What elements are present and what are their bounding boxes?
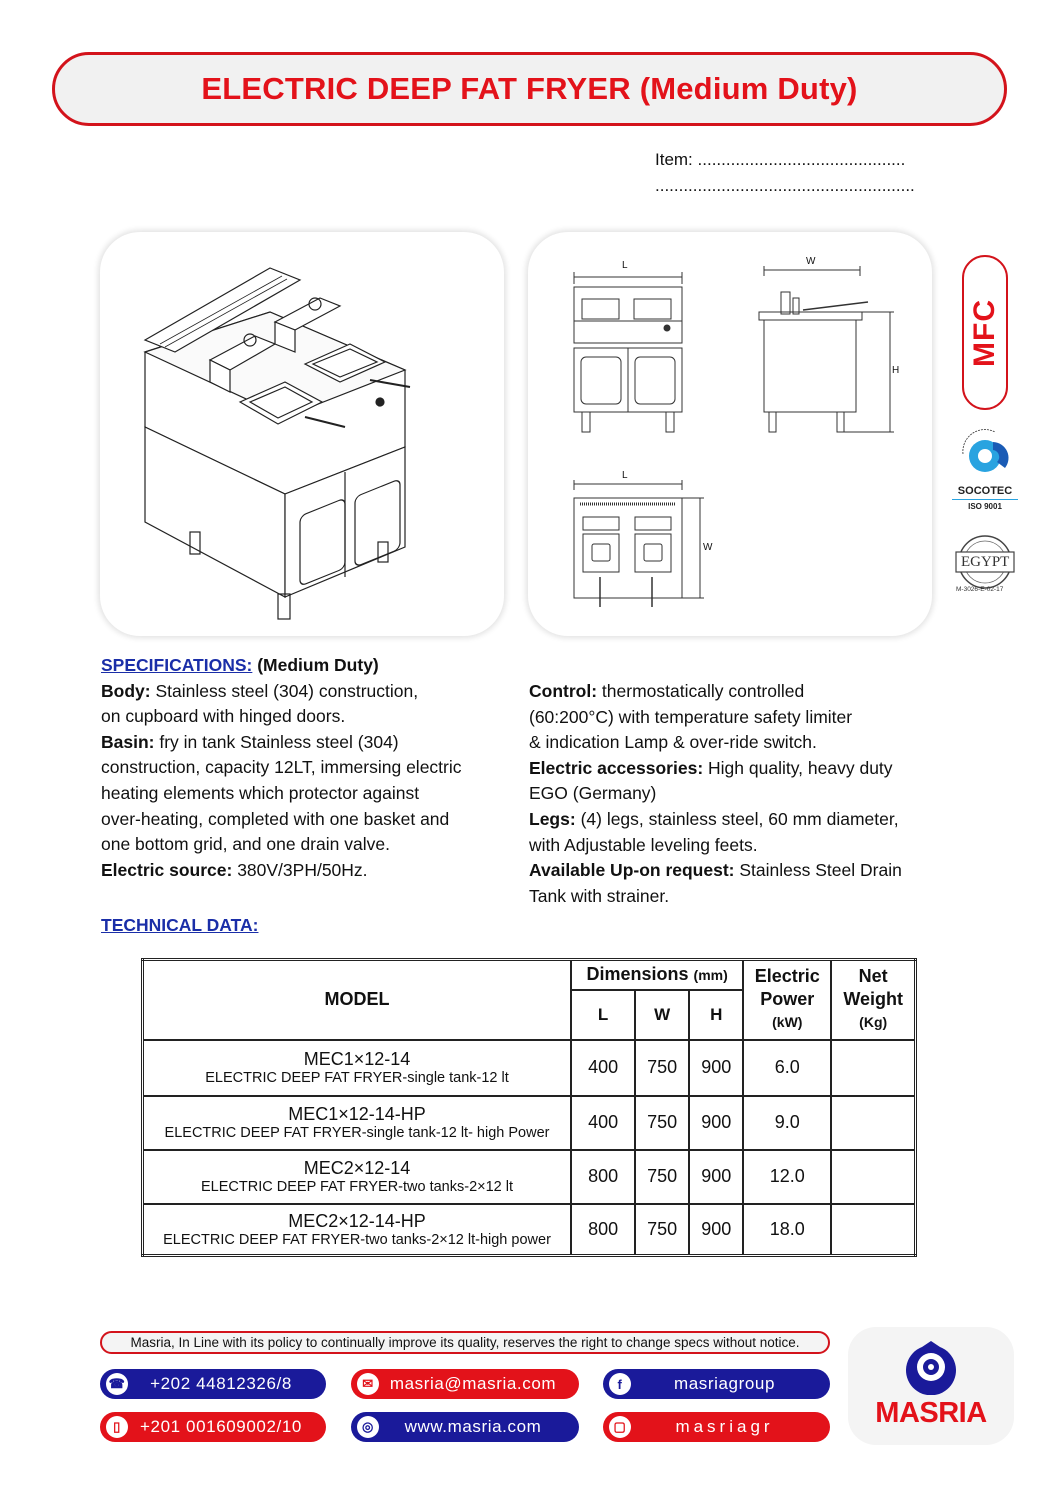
model-cell [143, 1096, 572, 1150]
model-description: ELECTRIC DEEP FAT FRYER-two tanks-2×12 lt [201, 1179, 514, 1195]
contact-phone[interactable] [100, 1369, 326, 1399]
spec-line [529, 756, 949, 782]
contact-text: masria@masria.com [389, 1374, 557, 1393]
cell-W: 750 [635, 1204, 689, 1256]
iso-label: ISO 9001 [968, 502, 1002, 511]
cell-L: 400 [571, 1096, 635, 1150]
model-description: ELECTRIC DEEP FAT FRYER-single tank-12 lt- high Power [164, 1125, 550, 1141]
socotec-logo-icon [955, 424, 1015, 480]
spec-text: over-heating, completed with one basket and [101, 808, 450, 829]
mfc-badge-text: MFC [968, 298, 1002, 367]
cell-H: 900 [689, 1040, 743, 1096]
cell-power: 6.0 [743, 1040, 831, 1096]
specifications-subtitle: (Medium Duty) [257, 655, 379, 675]
spec-line [101, 755, 521, 781]
spec-line [101, 858, 521, 884]
spec-text: (60:200°C) with temperature safety limiter [529, 706, 853, 727]
cell-W: 750 [635, 1150, 689, 1204]
egypt-label: EGYPT [961, 554, 1010, 570]
model-code: MEC1×12-14-HP [288, 1104, 426, 1124]
table-row [143, 1150, 916, 1204]
cell-H: 900 [689, 1096, 743, 1150]
spec-text: fry in tank Stainless steel (304) [159, 731, 399, 752]
spec-label: Legs: [529, 808, 576, 829]
spec-text: High quality, heavy duty [708, 757, 893, 778]
spec-text: with Adjustable leveling feets. [529, 834, 758, 855]
dim-label-L-top: L [622, 470, 628, 481]
phone-icon: ☎ [106, 1373, 128, 1395]
spec-line [101, 807, 521, 833]
item-field [655, 150, 905, 170]
weight-label-1: Net [858, 966, 888, 987]
col-header-H: H [689, 990, 743, 1040]
spec-text: on cupboard with hinged doors. [101, 706, 346, 727]
page-title: ELECTRIC DEEP FAT FRYER (Medium Duty) [201, 71, 858, 106]
contact-text: +201 001609002/10 [140, 1417, 302, 1436]
spec-line [101, 781, 521, 807]
spec-line [101, 832, 521, 858]
spec-line [529, 807, 949, 833]
spec-line [101, 704, 521, 730]
spec-line [529, 781, 949, 807]
fryer-isometric-drawing [100, 232, 504, 636]
spec-line [529, 679, 949, 705]
spec-line [529, 730, 949, 756]
globe-icon: ◎ [357, 1416, 379, 1438]
mfc-badge [962, 255, 1008, 410]
model-description: ELECTRIC DEEP FAT FRYER-single tank-12 lt [205, 1070, 509, 1086]
power-label-2: Power [760, 989, 815, 1010]
product-image-card [100, 232, 504, 636]
cell-L: 800 [571, 1204, 635, 1256]
dim-label-H-side: H [892, 365, 900, 376]
cell-power: 18.0 [743, 1204, 831, 1256]
spec-text: heating elements which protector against [101, 782, 420, 803]
technical-data-heading [101, 915, 258, 936]
spec-text: construction, capacity 12LT, immersing electric [101, 757, 462, 778]
table-row [143, 1096, 916, 1150]
masria-emblem-icon [902, 1337, 960, 1395]
spec-label: Basin: [101, 731, 155, 752]
dim-label-L-front: L [622, 260, 628, 271]
cell-power: 12.0 [743, 1150, 831, 1204]
spec-text: Stainless steel (304) construction, [155, 680, 419, 701]
spec-line [101, 730, 521, 756]
contact-text: www.masria.com [404, 1417, 542, 1436]
spec-line [529, 705, 949, 731]
model-cell [143, 1204, 572, 1256]
spec-label: Electric source: [101, 859, 233, 880]
col-header-model: MODEL [143, 960, 572, 1040]
masria-logo-card [848, 1327, 1014, 1445]
spec-text: (4) legs, stainless steel, 60 mm diameter, [580, 808, 899, 829]
egypt-badge [948, 530, 1022, 598]
dim-label-W-top: W [703, 542, 713, 553]
spec-text: one bottom grid, and one drain valve. [101, 834, 390, 855]
spec-line [529, 833, 949, 859]
weight-label-2: Weight [843, 989, 904, 1010]
spec-label: Body: [101, 680, 151, 701]
cell-weight [831, 1204, 915, 1256]
power-label-1: Electric [754, 966, 820, 987]
facebook-icon: f [609, 1373, 631, 1395]
contact-facebook[interactable] [603, 1369, 830, 1399]
item-label: Item: [655, 150, 693, 169]
item-dots-2: ....................................................... [655, 176, 915, 195]
technical-data-title: TECHNICAL DATA: [101, 915, 259, 935]
contact-globe[interactable] [351, 1412, 579, 1442]
specifications-left [101, 653, 521, 883]
spec-label: Available Up-on request: [529, 860, 735, 881]
dim-label-W-side: W [806, 256, 816, 267]
dimensions-label: Dimensions [586, 964, 689, 985]
model-description: ELECTRIC DEEP FAT FRYER-two tanks-2×12 lt-high power [163, 1231, 551, 1248]
cell-weight [831, 1150, 915, 1204]
mobile-icon: ▯ [106, 1416, 128, 1438]
specifications-title: SPECIFICATIONS: [101, 655, 253, 675]
specifications-right [529, 679, 949, 909]
model-cell [143, 1040, 572, 1096]
contact-text: +202 44812326/8 [150, 1374, 292, 1393]
spec-text: EGO (Germany) [529, 783, 657, 804]
technical-data-table [141, 958, 917, 1257]
spec-text: thermostatically controlled [601, 681, 805, 701]
cell-H: 900 [689, 1150, 743, 1204]
col-header-power [743, 960, 831, 1040]
masria-brand-text: MASRIA [875, 1397, 987, 1429]
col-header-L: L [571, 990, 635, 1040]
spec-line [529, 884, 949, 910]
contact-instagram[interactable] [603, 1412, 830, 1442]
socotec-badge [946, 424, 1024, 516]
cell-W: 750 [635, 1040, 689, 1096]
cell-weight [831, 1040, 915, 1096]
cell-L: 800 [571, 1150, 635, 1204]
item-field-line2 [655, 176, 915, 196]
fryer-dimension-drawing [528, 232, 932, 636]
model-code: MEC1×12-14 [303, 1049, 411, 1069]
spec-line [101, 679, 521, 705]
egypt-code: M-3026-E-02-17 [956, 586, 1004, 593]
cell-power: 9.0 [743, 1096, 831, 1150]
cell-W: 750 [635, 1096, 689, 1150]
spec-text: Tank with strainer. [529, 885, 670, 906]
contact-text: masriagroup [673, 1374, 776, 1393]
dimension-drawing-card [528, 232, 932, 636]
spec-text: & indication Lamp & over-ride switch. [529, 732, 817, 753]
table-row [143, 1204, 916, 1256]
spec-label: Electric accessories: [529, 757, 704, 778]
weight-unit: (Kg) [859, 1014, 888, 1031]
col-header-W: W [635, 990, 689, 1040]
spec-text: Stainless Steel Drain [739, 860, 902, 881]
spec-label: Control: [529, 681, 598, 701]
col-header-weight [831, 960, 915, 1040]
socotec-label: SOCOTEC [957, 485, 1013, 497]
model-cell [143, 1150, 572, 1204]
model-code: MEC2×12-14-HP [288, 1210, 426, 1231]
instagram-icon: ▢ [609, 1416, 631, 1438]
dimensions-unit: (mm) [693, 967, 728, 984]
cell-L: 400 [571, 1040, 635, 1096]
contact-email[interactable] [351, 1369, 579, 1399]
contact-mobile[interactable] [100, 1412, 326, 1442]
model-code: MEC2×12-14 [303, 1158, 411, 1178]
cell-H: 900 [689, 1204, 743, 1256]
col-header-dimensions [571, 960, 743, 990]
spec-line [529, 858, 949, 884]
power-unit: (kW) [772, 1014, 803, 1031]
contact-text: masriagr [675, 1417, 774, 1436]
table-row [143, 1040, 916, 1096]
spec-text: 380V/3PH/50Hz. [237, 859, 368, 880]
cell-weight [831, 1096, 915, 1150]
specifications-heading [101, 653, 521, 679]
email-icon: ✉ [357, 1373, 379, 1395]
title-banner [52, 52, 1007, 126]
disclaimer-notice: Masria, In Line with its policy to continually improve its quality, reserves the right to change specs without notice. [100, 1331, 830, 1354]
item-dots: ............................................ [697, 150, 906, 169]
